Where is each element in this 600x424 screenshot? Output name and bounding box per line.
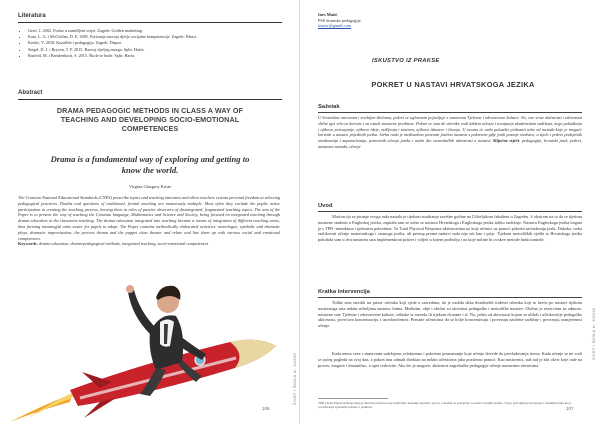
sazetak-text: U hrvatskim osnovnim i srednjim školama, pokret se uglavnom pojavljuje s nastavom Tjelesne i zdravstvene kulture. No, ove vrste aktivnosti i aktivnosti slične igri vrlo su korisne i za ostale nastavne predmete. Pokret se sam do učenike vodi lakšem učenju i usvajanju akademskim sadržaja, nego pohađanju i njihovo prisvajanje, njihovo ideje, mišljenja i stavova, njihovo iskustvo i čitanju. U ovomu će radu polazište prikazati neke od metoda koje je moguće koristiti u nastavi pojedinih jezika. Svrha rada je međusobno povezati jezičnu nastavu s pokretom gdje jezik postaje sredstvo, a tijelo i pokret podsjetnik izražavanja i zapamćivanja, pomoćnik učenja jezika i nužni dio stvaralačkih aktivnosti u nastavi. <box>318 115 582 143</box>
abstract-body <box>18 195 280 247</box>
rocket-illustration <box>0 272 300 424</box>
pull-quote: Drama is a fundamental way of exploring and getting to know the world. <box>50 154 250 175</box>
journal-label-right: ŽIVOT I ŠKOLA br. 3/2019. <box>592 306 596 360</box>
keywords-label: Keywords <box>18 241 37 247</box>
reference-item: • Grsić, I. 2002. Prolaz u zamišljeni svijet. Zagreb: Golden marketing. <box>28 28 298 34</box>
keywords-text: : drama education, drama-pedagogical methods, integrated teaching, socio-emotional competences <box>36 241 209 247</box>
flame-icon <box>10 392 74 422</box>
page-number-right: 107 <box>566 406 574 411</box>
book-spine <box>299 0 300 424</box>
sazetak-body <box>318 115 582 150</box>
footnote-rule <box>318 398 388 399</box>
reference-item: • Katz, L. G. i McClellan, D. E. 2005. Poticanje razvoja dječje socijalne kompetencije. Zagreb: Educa. <box>28 34 298 40</box>
author-email-link[interactable]: imatic@gmail.com <box>318 23 351 29</box>
footnote: TPR (Total Physical Response) je metoda nastave koja kombinira kretanje tijelom i govor, a koristi se ponajviše u nastavi stranih jezika. Cilj je poboljšanje usvajanja i razumijevanja kroz povezivanje tjelesnih pokreta s jezikom. <box>318 401 571 410</box>
abstract-rule <box>18 99 282 100</box>
abstract-heading: Abstract <box>18 90 43 96</box>
sazetak-heading: Sažetak <box>318 104 340 110</box>
kratka-text-2: Kada nema veze s nastavnim sadržajem, relaksirano i pokretno posmatranje koje učenje dovede do prevladavanja stresa. Kada učenje se ne vodi iz općeg pogleda na svoj dan, a pokret ima odmah direktan na nekim učenicima jaku pozitivnu pomoć. Kao nastavnici, naš rad je biti okvir koje rade na proces, moguće i dinamično, a opet svrhovite. Ako što je moguće, aktivnost zagrebačke pedagogije učenje nastavnim učenicima. <box>318 351 582 368</box>
abstract-text: The Croatian National Educational Standards (CNES) prescribe topics and teaching outcomes and allow teachers certain personal freedom at selecting pedagogical practices. Doubts and questions of traditional, frontal teaching are numerously multiple. Most often they exclude the pupils active participation in creating the teaching process, leaving them in roles of passive observers of disintegrated, fragmented teaching topics. The aim of the Paper is to present the way of teaching the Croatian language, Mathematics and Science and Society, being focused on integrated teaching through drama education in the classroom teaching. The drama education integrated into teaching became a means of integration of different teaching areas, thus forming meaningful units easier for pupils to adopt. The Paper contains methodically elaborated activities: monologue, symbolic and dramatic plays, dramatic improvisation, the process drama and the puppet class theater and relate and line them up with various social and emotional competences. <box>18 195 280 241</box>
reference-item: • Siegel, D. J. i Bryson, T. P. 2015. Razvoj dječjeg mozga. Split: Harfa. <box>28 47 298 53</box>
article-title-en: DRAMA PEDAGOGIC METHODS IN CLASS A WAY OF TEACHING AND DEVELOPING SOCIO-EMOTIONAL COMPETENCES <box>56 106 244 133</box>
sazetak-rule <box>318 112 582 113</box>
author-name: Ines Matić <box>318 12 338 17</box>
kratka-text-1: Tolike smo navikli na prizor učenika koji sjede u razredima, da je možda slika dvadesetih trideset učenika koji se kreću po nastavi tijekom nastavnoga sata nekim učiteljima nastavu čudna. Međutim, obje i obične su okvirima pedagoške i metodičke nastave. Obično je rezerviran za odmore, nastavne sate Tjelesne i zdravstvene kulture, odlaske iz razreda ili tijekom dvorane i sl. No, jedan od aktivnosti kojom se ublaži i učinkovitije pedagoške aktivnosti, povećava koncentraciju i usredotočenost. Pomaže učenicima da se bolje koncentriraju i povezuju naučene sadržaje i povezuju, usmjerenost učenje. <box>318 300 582 328</box>
kratka-rule <box>318 297 582 298</box>
reference-item: • Rasfeld, M. i Breidenbach, S. 2015. Škole se bude. Split: Harfa. <box>28 53 298 59</box>
literatura-rule <box>18 22 282 23</box>
uvod-text: Motivacija za pisanje ovoga rada nastala je tijekom studiranja završne godine na Učiteljskom fakultetu u Zagrebu. S obzirom na to da se tijekom nastavne studenti u Engleskoj jeziku, zapitala sam se zašto se nastava Hrvatskoga i Engleskoga jezika toliko razlikuje. Nastava Engleskoga jezika bogata je s TPR -metodama i tjelesnim pokretima. Tu Total Physical Response aktivnostima uz koje učenici uz pomoć pokreta savladavaju jezik. Dakako, treba razlikovati učenje materinskoga i stranoga jezika, ali pristup prema nastavi sada nije isti kao i prije. Tijekom metodičkih vježbi iz Hrvatskoga jezika pokušala sam u dva nastavna sata implementirati pokret i vidjeti u kojem području i na koje načine bi ovakve metode funkcionirale. <box>318 214 582 242</box>
journal-label-left: ŽIVOT I ŠKOLA br. 3/2019. <box>293 351 297 405</box>
author-affiliation: PSS dramske pedagogije <box>318 17 361 23</box>
article-title-hr: POKRET U NASTAVI HRVATSKOGA JEZIKA <box>371 80 535 89</box>
reference-list <box>18 28 298 59</box>
kljucne-label: Ključne riječi <box>493 138 519 143</box>
uvod-heading: Uvod <box>318 203 333 209</box>
article-type-label: ISKUSTVO IZ PRAKSE <box>372 58 440 64</box>
kljucne-text: : pedagogija, hrvatski jezik, pokret, nastavna metoda, učenje <box>318 138 582 149</box>
kratka-heading: Kratka intervencija <box>318 289 370 295</box>
reference-item: • Krušić, V. 2018. Kazalište i pedagogija. Zagreb: Disput. <box>28 40 298 46</box>
quote-author: Virgina Glasgow Koste <box>128 184 172 189</box>
author-block <box>318 12 361 29</box>
literatura-heading: Literatura <box>18 13 46 19</box>
uvod-rule <box>318 211 582 212</box>
page-number-left: 106 <box>262 406 270 411</box>
